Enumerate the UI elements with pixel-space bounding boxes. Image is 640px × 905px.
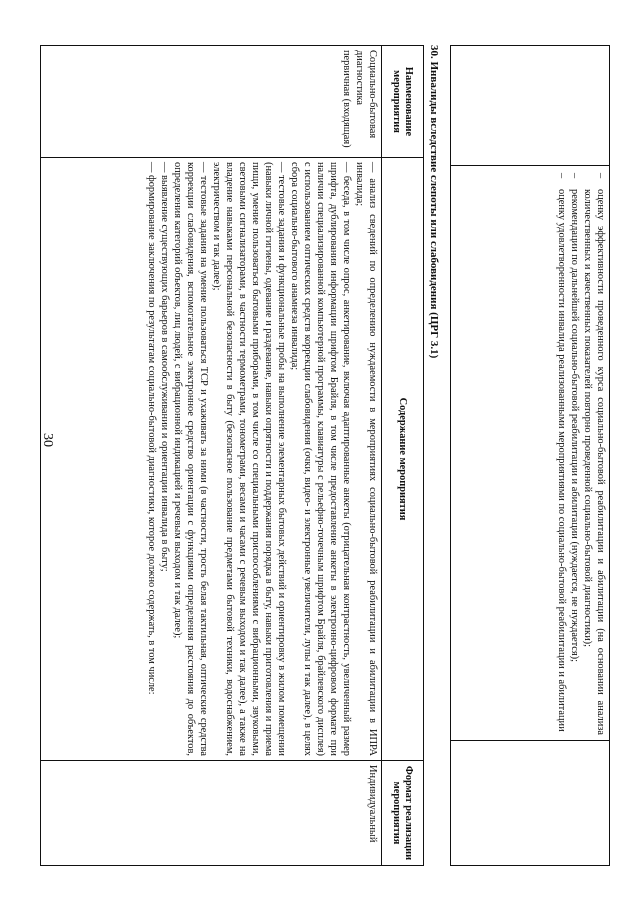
header-name: Наименование мероприятия <box>382 46 424 158</box>
content-paragraph: — формирование заключения по результатам социально-бытовой диагностики, которое должно содержать, в том числе: <box>146 162 157 695</box>
section-title: 30. Инвалиды вследствие слепоты или слабовидения (ЦРГ 3.1) <box>428 45 440 359</box>
list-item: – оценку удовлетворенности инвалида реализованными мероприятиями по социально-бытовой реабилитации и абилитации <box>556 173 567 732</box>
page-number: 30 <box>40 433 55 447</box>
measure-format-cell: Индивидуальный <box>41 761 382 866</box>
header-content: Содержание мероприятия <box>382 158 424 761</box>
content-paragraph: — тестовые задания на умение пользоваться ТСР и ухаживать за ними (в частности, трость белая тактильная, оптические средства коррекции слабовидения, вспомогательное электронное средство ориентации с функциями определения расстояния до объектов, определения категорий объектов, лиц людей, с вибрационной индикацией и речевым выходом и так далее); <box>172 162 209 756</box>
content-paragraph: — беседа, в том числе опрос, анкетирование, включая адаптированные анкеты (отрицательная контрастность, увеличенный размер шрифта, дублирования информации шрифтом Брайля, в том числе предоставление анкеты в электронно-цифровом формате при наличии специализированной компьютерной программы, клавиатуры с рельефно-точечным шрифтом Брайля, брайлевского дисплея) с использованием оптических средств коррекции слабовидения (очки, видео- и электронные увеличители, лупы и так далее), в целях сбора социально-бытового анамнеза инвалида; <box>289 162 352 756</box>
continuation-name-cell <box>451 46 610 166</box>
measure-content-cell <box>41 158 382 761</box>
list-item: – рекомендации по дальнейшей социально-бытовой реабилитации и абилитации (нуждается, не нуждается); <box>569 173 580 662</box>
rotated-page-content <box>40 45 610 865</box>
header-format: Формат реализации мероприятия <box>382 761 424 866</box>
continuation-content-cell <box>451 166 610 741</box>
content-paragraph: — выявление существующих барьеров в самообслуживании и ориентации инвалида в быту; <box>159 162 170 572</box>
content-paragraph: — тестовые задания и функциональные пробы на выполнение элементарных бытовых действий и ориентировку в жилом помещении (навыки личной гигиены, одевание и раздевание, навыки опрятности и поддержания порядка в быту, навыки приготовления и приема пищи, умение пользоваться бытовыми приборами, в том числе со специальными приспособлениями с вибрационными, звуковыми, световыми сигнализаторами, в частности термометрами, тонометрами, весами и часами с речевым выходом и так далее), а также на владение навыками персональной безопасности в быту (безопасное пользование предметами бытовой техники, водоснабжением, электричеством и так далее); <box>211 162 287 756</box>
list-item: – оценку эффективности проведенного курса социально-бытовой реабилитации и абилитации (на основании анализа количественных и качественных показателей повторно проведенной социально-бытовой диагностики); <box>582 173 606 735</box>
continuation-format-cell <box>451 741 610 866</box>
content-paragraph: — анализ сведений по определению нуждаемости в мероприятиях социально-бытовой реабилитации и абилитации в ИПРА инвалида; <box>354 162 378 756</box>
measure-name-cell: Социально-бытовая диагностика первичная (входящая) <box>41 46 382 158</box>
continuation-table <box>450 45 610 866</box>
measures-table <box>40 45 424 866</box>
